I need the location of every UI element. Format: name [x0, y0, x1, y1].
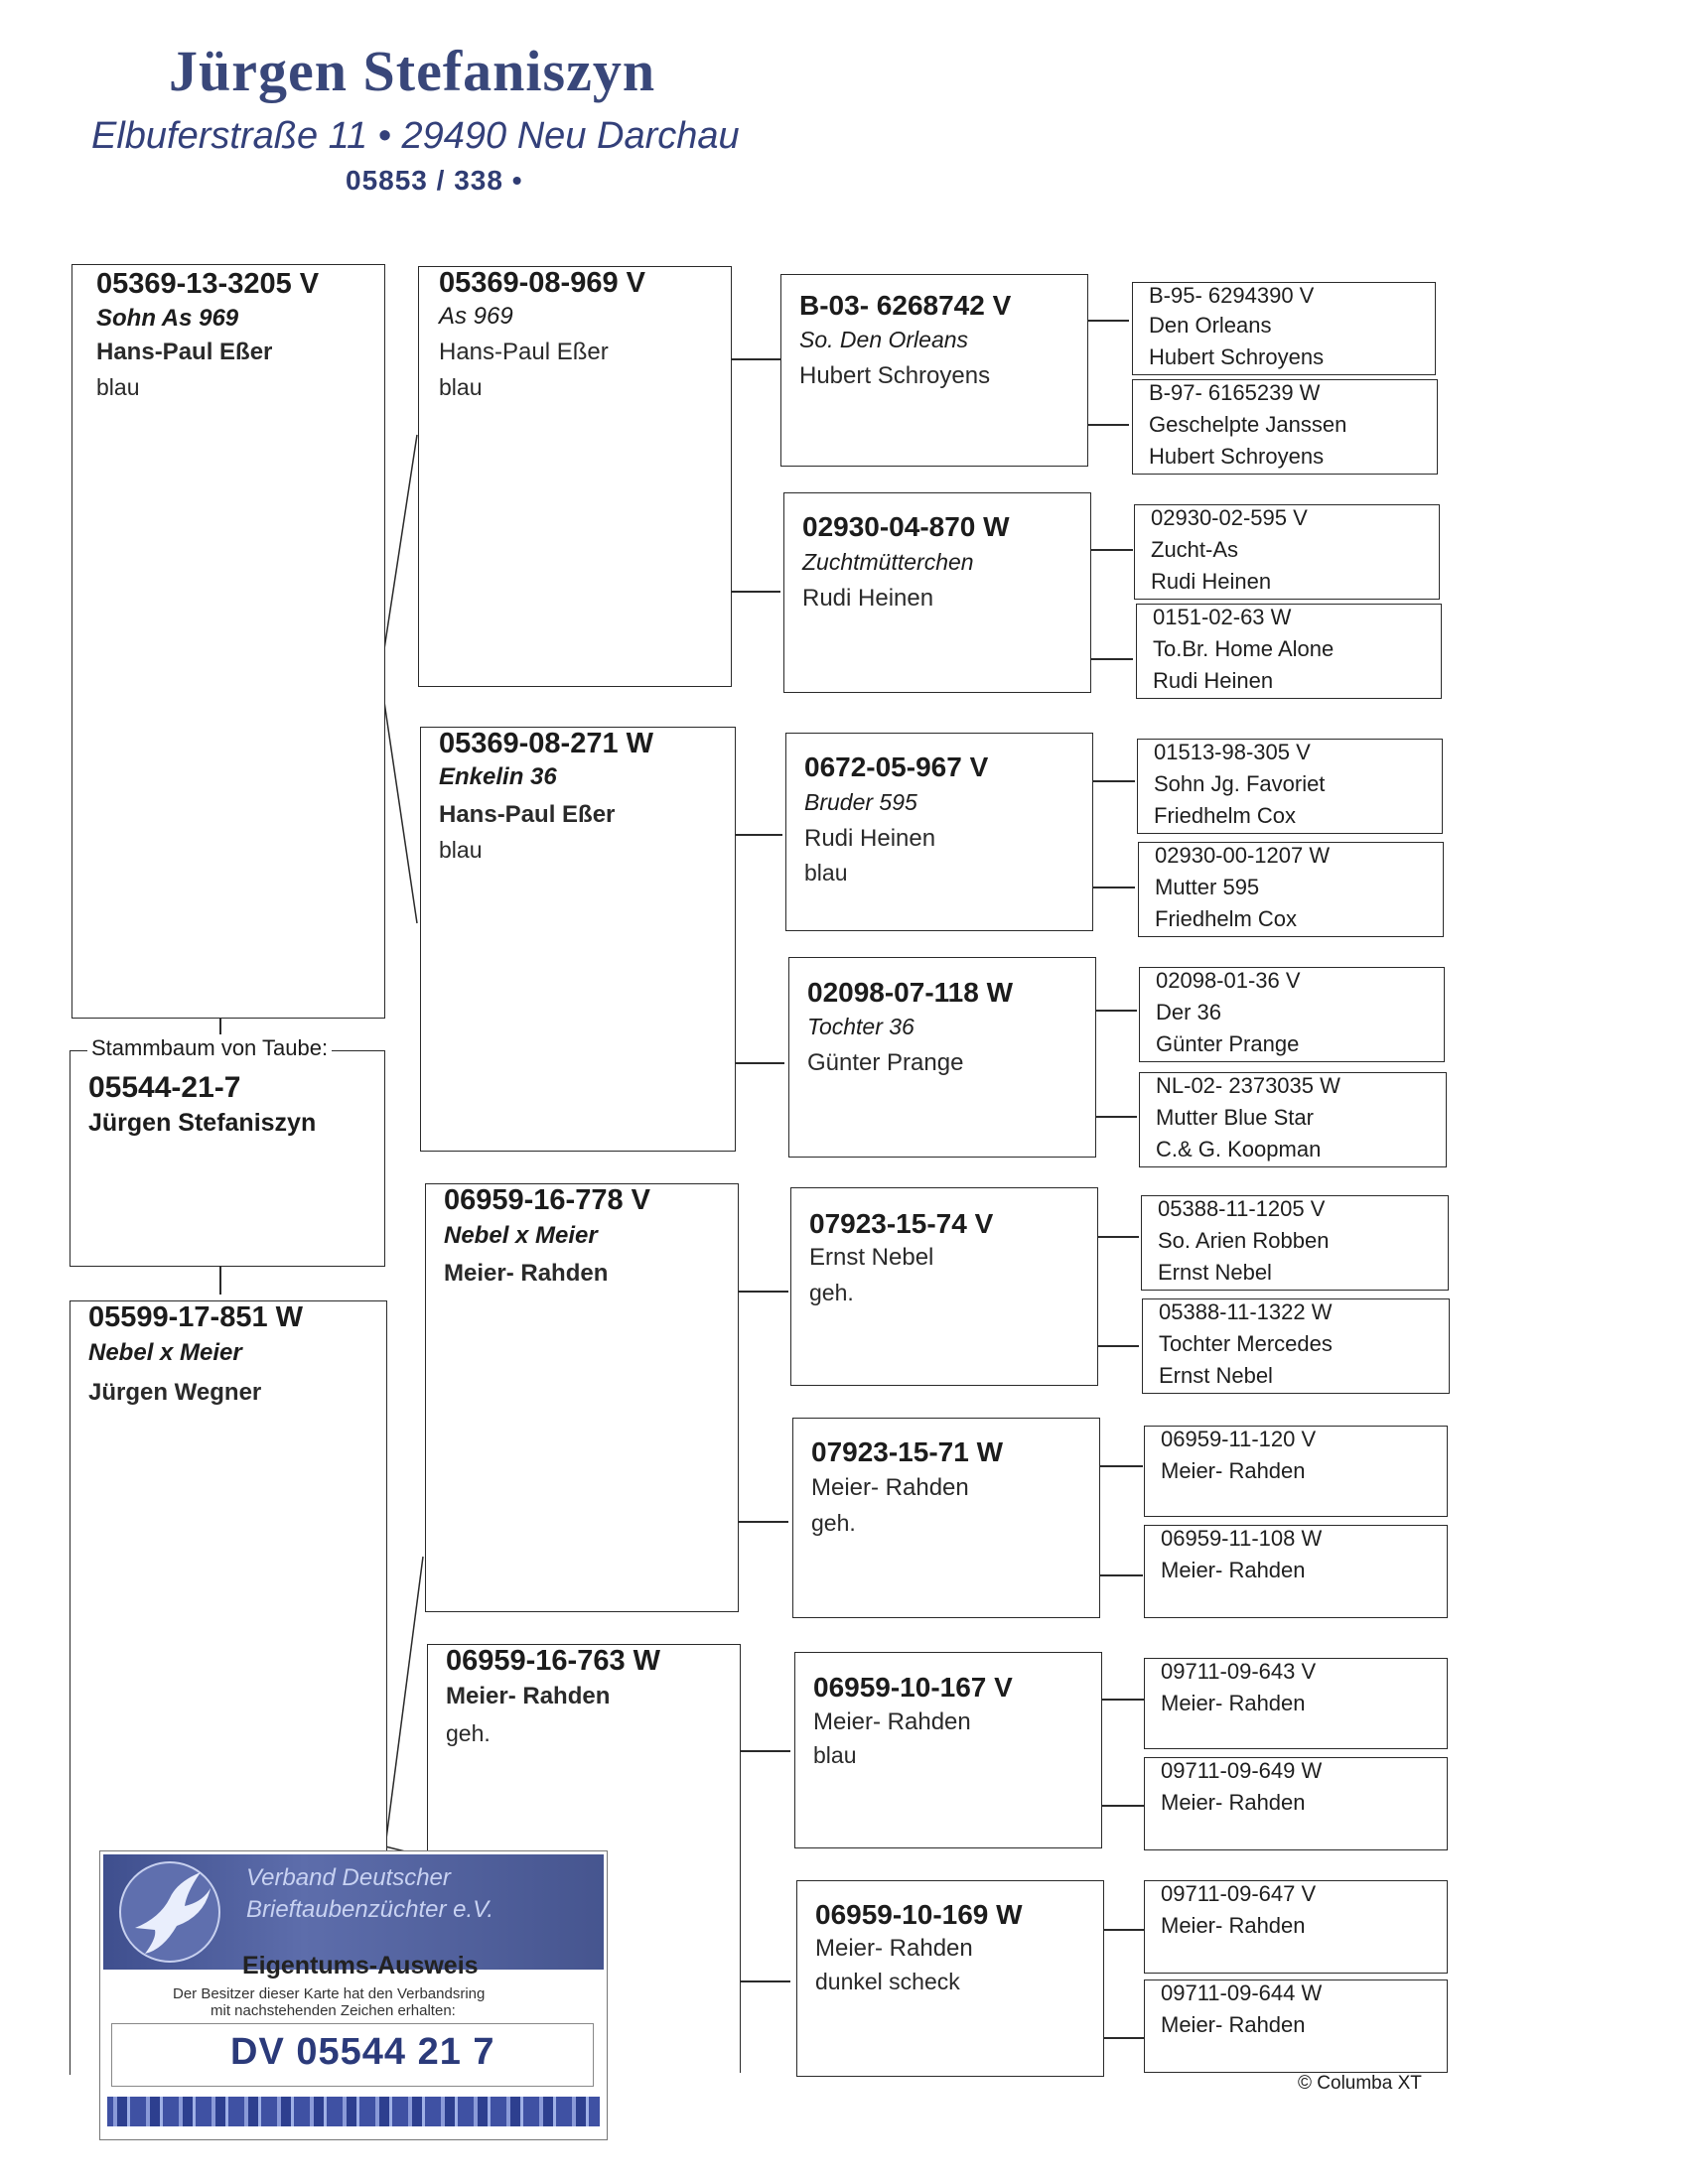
- gen4-breeder: Ernst Nebel: [1159, 1363, 1273, 1388]
- gen4-ring: 02930-02-595 V: [1151, 505, 1308, 530]
- gen2-name: Nebel x Meier: [444, 1222, 598, 1249]
- gen4-ring: 05388-11-1322 W: [1159, 1299, 1333, 1324]
- card-ring-number: DV 05544 21 7: [230, 2031, 495, 2073]
- gen4-box-14: [1144, 1757, 1448, 1850]
- sire-breeder: Hans-Paul Eßer: [96, 339, 273, 365]
- gen3-name: So. Den Orleans: [799, 327, 969, 352]
- gen4-box-5: [1137, 739, 1443, 834]
- gen4-ring: 06959-11-108 W: [1161, 1526, 1323, 1551]
- gen4-ring: B-97- 6165239 W: [1149, 380, 1321, 405]
- sire-color: blau: [96, 374, 140, 400]
- gen3-ring: 02930-04-870 W: [802, 511, 1010, 542]
- gen3-box-3: [785, 733, 1093, 931]
- gen4-name: To.Br. Home Alone: [1153, 636, 1335, 661]
- gen3-box-6: [792, 1418, 1100, 1618]
- gen3-color: dunkel scheck: [815, 1969, 960, 1994]
- gen2-ring: 06959-16-763 W: [446, 1645, 661, 1677]
- gen3-breeder: Rudi Heinen: [804, 825, 936, 852]
- gen4-name: Mutter Blue Star: [1156, 1105, 1314, 1130]
- gen3-name: Bruder 595: [804, 789, 917, 815]
- gen3-name: Tochter 36: [807, 1014, 914, 1039]
- gen4-ring: 02098-01-36 V: [1156, 968, 1301, 993]
- copyright: © Columba XT: [1298, 2073, 1422, 2094]
- gen4-ring: B-95- 6294390 V: [1149, 283, 1315, 308]
- gen4-box-13: [1144, 1658, 1448, 1749]
- gen2-color: blau: [439, 374, 483, 400]
- gen2-breeder: Meier- Rahden: [446, 1683, 611, 1709]
- gen4-box-7: [1139, 967, 1445, 1062]
- gen3-breeder: Hubert Schroyens: [799, 362, 991, 389]
- gen4-name: So. Arien Robben: [1158, 1228, 1330, 1253]
- owner-phone: 05853 / 338 •: [346, 165, 523, 196]
- gen4-breeder: Hubert Schroyens: [1149, 444, 1325, 469]
- card-title: Eigentums-Ausweis: [242, 1952, 479, 1979]
- sire-name: Sohn As 969: [96, 305, 239, 332]
- gen3-box-1: [780, 274, 1088, 467]
- gen4-box-16: [1144, 1979, 1448, 2073]
- gen2-ring: 05369-08-271 W: [439, 728, 654, 759]
- owner-name: Jürgen Stefaniszyn: [169, 39, 656, 103]
- gen4-breeder: Günter Prange: [1156, 1031, 1300, 1056]
- gen4-breeder: C.& G. Koopman: [1156, 1137, 1322, 1161]
- gen3-box-8: [796, 1880, 1104, 2077]
- card-decorative-border: [107, 2097, 600, 2126]
- gen4-box-2: [1132, 379, 1438, 475]
- gen3-box-4: [788, 957, 1096, 1158]
- gen4-box-10: [1142, 1298, 1450, 1394]
- gen3-box-5: [790, 1187, 1098, 1386]
- dam-breeder: Jürgen Wegner: [88, 1379, 262, 1406]
- gen3-color: geh.: [811, 1510, 856, 1536]
- gen3-ring: B-03- 6268742 V: [799, 290, 1012, 321]
- sire-ring: 05369-13-3205 V: [96, 268, 320, 300]
- gen4-breeder: Meier- Rahden: [1161, 1790, 1306, 1815]
- owner-address: Elbuferstraße 11 • 29490 Neu Darchau: [91, 115, 740, 157]
- gen4-breeder: Rudi Heinen: [1153, 668, 1274, 693]
- gen4-box-6: [1138, 842, 1444, 937]
- gen2-box-2: [420, 727, 736, 1152]
- gen4-name: Zucht-As: [1151, 537, 1239, 562]
- gen3-ring: 0672-05-967 V: [804, 751, 989, 782]
- gen4-ring: 06959-11-120 V: [1161, 1427, 1317, 1451]
- gen4-box-4: [1136, 604, 1442, 699]
- card-org-line1: Verband Deutscher: [246, 1864, 451, 1891]
- gen4-breeder: Meier- Rahden: [1161, 1558, 1306, 1582]
- gen2-box-1: [418, 266, 732, 687]
- gen4-name: Tochter Mercedes: [1159, 1331, 1333, 1356]
- gen2-breeder: Meier- Rahden: [444, 1260, 609, 1287]
- dam-ring: 05599-17-851 W: [88, 1301, 304, 1333]
- gen2-breeder: Hans-Paul Eßer: [439, 339, 609, 365]
- gen4-box-8: [1139, 1072, 1447, 1167]
- gen3-name: Zuchtmütterchen: [802, 549, 974, 575]
- gen3-breeder: Günter Prange: [807, 1049, 964, 1076]
- gen2-name: Enkelin 36: [439, 763, 557, 790]
- gen4-ring: 02930-00-1207 W: [1155, 843, 1331, 868]
- gen3-color: blau: [813, 1742, 857, 1768]
- gen4-breeder: Friedhelm Cox: [1155, 906, 1298, 931]
- gen4-ring: 01513-98-305 V: [1154, 740, 1311, 764]
- gen4-ring: 09711-09-643 V: [1161, 1659, 1317, 1684]
- gen3-breeder: Meier- Rahden: [815, 1935, 973, 1962]
- gen2-box-3: [425, 1183, 739, 1612]
- gen2-name: As 969: [439, 303, 513, 330]
- subject-box: [70, 1050, 385, 1267]
- gen4-ring: 09711-09-644 W: [1161, 1980, 1323, 2005]
- card-subtitle-1: Der Besitzer dieser Karte hat den Verbandsring: [173, 1985, 486, 2002]
- gen4-ring: NL-02- 2373035 W: [1156, 1073, 1340, 1098]
- gen4-box-12: [1144, 1525, 1448, 1618]
- subject-owner: Jürgen Stefaniszyn: [88, 1109, 317, 1137]
- gen4-box-11: [1144, 1426, 1448, 1517]
- gen2-ring: 05369-08-969 V: [439, 267, 645, 299]
- gen4-breeder: Meier- Rahden: [1161, 1458, 1306, 1483]
- gen4-name: Den Orleans: [1149, 313, 1272, 338]
- gen3-ring: 07923-15-74 V: [809, 1208, 994, 1239]
- gen3-box-7: [794, 1652, 1102, 1848]
- gen4-name: Der 36: [1156, 1000, 1222, 1024]
- gen3-ring: 06959-10-169 W: [815, 1899, 1023, 1930]
- gen4-breeder: Hubert Schroyens: [1149, 344, 1325, 369]
- gen4-breeder: Meier- Rahden: [1161, 1691, 1306, 1715]
- subject-ring: 05544-21-7: [88, 1071, 241, 1104]
- gen4-name: Mutter 595: [1155, 875, 1260, 899]
- gen4-ring: 09711-09-647 V: [1161, 1881, 1317, 1906]
- gen4-ring: 09711-09-649 W: [1161, 1758, 1323, 1783]
- gen3-breeder: Meier- Rahden: [813, 1708, 971, 1735]
- gen2-color: blau: [439, 837, 483, 863]
- gen4-box-3: [1134, 504, 1440, 600]
- gen4-breeder: Ernst Nebel: [1158, 1260, 1272, 1285]
- gen4-ring: 05388-11-1205 V: [1158, 1196, 1326, 1221]
- card-subtitle-2: mit nachstehenden Zeichen erhalten:: [211, 2002, 456, 2019]
- gen4-box-9: [1141, 1195, 1449, 1291]
- sire-box: [71, 264, 385, 1019]
- gen3-ring: 07923-15-71 W: [811, 1436, 1004, 1467]
- gen3-color: blau: [804, 860, 848, 886]
- gen3-color: geh.: [809, 1280, 854, 1305]
- gen4-name: Geschelpte Janssen: [1149, 412, 1347, 437]
- gen2-ring: 06959-16-778 V: [444, 1184, 650, 1216]
- gen4-box-15: [1144, 1880, 1448, 1974]
- subject-label: Stammbaum von Taube:: [87, 1035, 332, 1061]
- gen3-breeder: Meier- Rahden: [811, 1474, 969, 1501]
- gen4-name: Sohn Jg. Favoriet: [1154, 771, 1326, 796]
- gen4-breeder: Meier- Rahden: [1161, 2012, 1306, 2037]
- gen3-ring: 02098-07-118 W: [807, 977, 1014, 1008]
- gen4-box-1: [1132, 282, 1436, 375]
- card-org-line2: Brieftaubenzüchter e.V.: [246, 1896, 494, 1923]
- gen3-box-2: [783, 492, 1091, 693]
- gen3-breeder: Ernst Nebel: [809, 1244, 934, 1271]
- gen4-breeder: Meier- Rahden: [1161, 1913, 1306, 1938]
- gen4-breeder: Rudi Heinen: [1151, 569, 1272, 594]
- gen2-color: geh.: [446, 1720, 491, 1746]
- dove-logo-icon: [115, 1858, 224, 1966]
- gen4-ring: 0151-02-63 W: [1153, 605, 1292, 629]
- gen2-breeder: Hans-Paul Eßer: [439, 801, 616, 828]
- gen3-breeder: Rudi Heinen: [802, 585, 934, 612]
- gen4-breeder: Friedhelm Cox: [1154, 803, 1297, 828]
- gen3-ring: 06959-10-167 V: [813, 1672, 1013, 1703]
- dam-name: Nebel x Meier: [88, 1339, 242, 1366]
